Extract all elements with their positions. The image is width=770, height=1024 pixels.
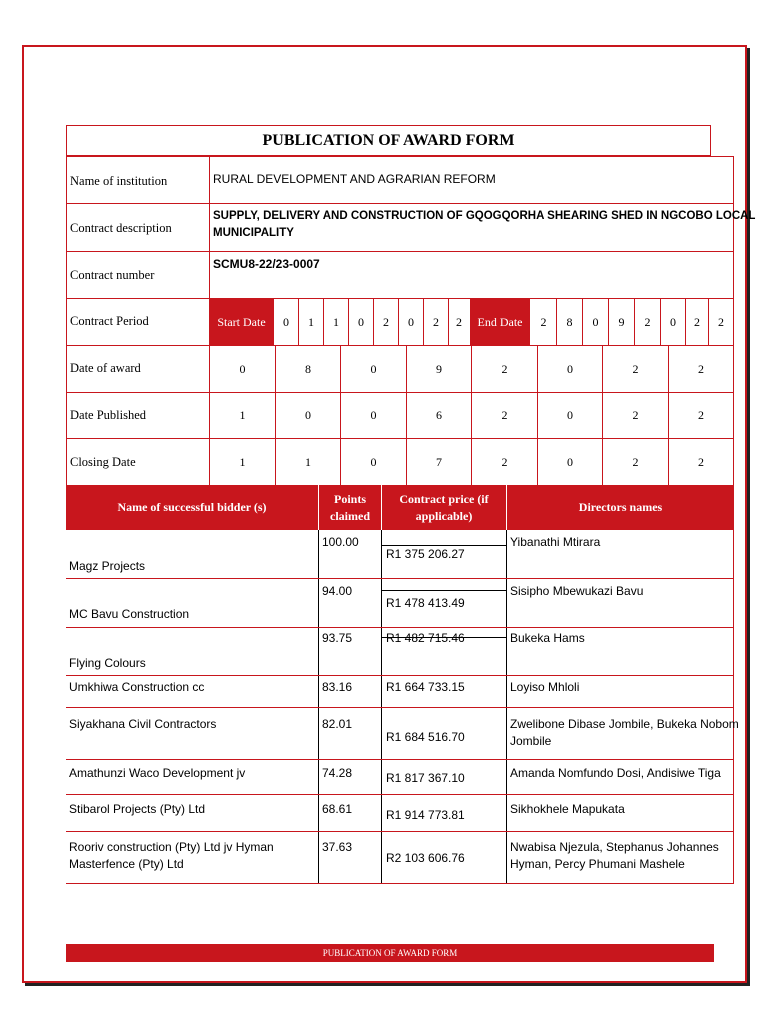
published-digit: 0 [567,408,573,422]
grid-line [66,203,734,204]
bidder-name: MC Bavu Construction [69,607,190,621]
bidder-points: 83.16 [322,680,353,694]
grid-line [634,299,635,345]
published-digit: 0 [305,408,311,422]
grid-line [66,156,734,157]
grid-line [685,299,686,345]
bidder-name: Amathunzi Waco Development jv [69,766,246,780]
grid-line [66,794,734,795]
bidder-points: 100.00 [322,535,359,549]
bidder-name: Stibarol Projects (Pty) Ltd [69,802,206,816]
published-digit: 2 [698,408,704,422]
grid-line [556,299,557,345]
grid-line [381,590,507,591]
closing-digit: 0 [370,454,377,469]
bidder-name: Flying Colours [69,656,146,670]
contract-number-label: Contract number [70,268,155,282]
closing-digit: 2 [501,454,508,469]
closing-digit: 0 [567,454,573,469]
end-date-label: End Date [470,299,530,345]
bidder-name: Umkhiwa Construction cc [69,680,205,694]
published-digit: 2 [632,408,639,422]
bidder-price: R2 103 606.76 [386,851,465,865]
award-digit: 2 [698,361,704,376]
form-title: PUBLICATION OF AWARD FORM [66,125,711,156]
closing-date-label: Closing Date [70,455,136,469]
bidder-price: R1 664 733.15 [386,680,465,694]
grid-line [398,299,399,345]
contract-period-label: Contract Period [70,314,149,328]
closing-digit: 7 [436,454,442,469]
bidder-directors: Loyiso Mhloli [510,680,580,694]
grid-line [323,299,324,345]
page-footer: PUBLICATION OF AWARD FORM [66,944,714,962]
bidder-price: R1 375 206.27 [386,547,465,561]
start-date-label: Start Date [210,299,273,345]
end-digit: 2 [540,314,547,329]
grid-line [66,759,734,760]
end-digit: 0 [670,314,676,329]
bidder-points: 68.61 [322,802,353,816]
grid-line [423,299,424,345]
grid-line [66,707,734,708]
header-directors-text: Directors names [578,500,663,514]
bidder-directors: Amanda Nomfundo Dosi, Andisiwe Tiga [510,766,721,780]
grid-line [708,299,709,345]
bidder-points: 94.00 [322,584,353,598]
end-digit: 8 [566,314,573,329]
grid-line [66,578,734,579]
grid-line [582,299,583,345]
bidder-points: 74.28 [322,766,353,780]
bidder-directors: Yibanathi Mtirara [510,535,601,549]
bidder-directors-line2: Jombile [510,734,552,748]
start-digit: 2 [433,314,439,329]
bidder-price: R1 482 715.46 [386,631,465,645]
published-digit: 6 [436,408,442,422]
bidder-name: Magz Projects [69,559,146,573]
closing-digit: 1 [239,454,246,469]
header-points-line2: claimed [330,508,370,523]
award-digit: 8 [305,361,311,376]
grid-line [66,251,734,252]
bidder-points: 93.75 [322,631,353,645]
header-bidder-name [66,485,318,530]
published-digit: 1 [239,408,246,422]
bidder-directors: Nwabisa Njezula, Stephanus Johannes [510,840,719,854]
grid-line [373,299,374,345]
header-price-line1: Contract price (if [399,491,489,506]
award-digit: 9 [436,361,442,376]
date-published-label: Date Published [70,408,147,422]
end-digit: 2 [694,314,700,329]
bidder-directors: Sikhokhele Mapukata [510,802,625,816]
bidder-name: Rooriv construction (Pty) Ltd jv Hyman [69,840,274,854]
bidder-price: R1 817 367.10 [386,771,465,785]
header-directors [507,485,734,530]
bidder-directors-line2: Hyman, Percy Phumani Mashele [510,857,685,871]
grid-line [66,831,734,832]
start-digit: 1 [333,314,339,329]
bidder-directors: Sisipho Mbewukazi Bavu [510,584,644,598]
description-label: Contract description [70,221,172,235]
end-digit: 9 [618,314,625,329]
grid-line [66,675,734,676]
grid-line [448,299,449,345]
grid-line [733,156,734,486]
header-price [382,485,506,530]
end-digit: 2 [644,314,651,329]
header-points [319,485,381,530]
bidder-points: 82.01 [322,717,353,731]
start-digit: 0 [358,314,364,329]
grid-line [66,627,734,628]
institution-label: Name of institution [70,174,168,188]
bidder-directors: Bukeka Hams [510,631,585,645]
description-value-line2: MUNICIPALITY [213,227,294,239]
header-points-line1: Points [333,491,366,506]
bidder-name-line2: Masterfence (Pty) Ltd [69,857,184,871]
published-digit: 0 [370,408,377,422]
award-digit: 0 [239,361,246,376]
contract-number-value: SCMU8-22/23-0007 [213,257,320,271]
grid-line [660,299,661,345]
end-digit: 0 [592,314,599,329]
award-digit: 0 [370,361,377,376]
bidder-directors: Zwelibone Dibase Jombile, Bukeka Nobom [510,717,739,731]
description-value-line1: SUPPLY, DELIVERY AND CONSTRUCTION OF GQOGQORHA SHEARING SHED IN NGCOBO LOCAL [213,210,756,222]
bidder-points: 37.63 [322,840,353,854]
closing-digit: 1 [305,454,311,469]
end-digit: 2 [718,314,724,329]
bidder-price: R1 914 773.81 [386,808,465,822]
award-digit: 0 [567,361,573,376]
start-digit: 1 [308,314,314,329]
grid-line [298,299,299,345]
award-digit: 2 [501,361,508,376]
header-bidder-name-text: Name of successful bidder (s) [117,500,267,514]
grid-line [273,299,274,345]
start-digit: 2 [456,314,462,329]
award-digit: 2 [632,361,639,376]
closing-digit: 2 [698,454,704,469]
header-price-line2: applicable) [415,508,473,523]
institution-value: RURAL DEVELOPMENT AND AGRARIAN REFORM [213,172,496,186]
grid-line [66,156,67,486]
closing-digit: 2 [632,454,639,469]
start-digit: 2 [383,314,389,329]
grid-line [348,299,349,345]
bidder-price: R1 478 413.49 [386,596,465,610]
published-digit: 2 [501,408,508,422]
start-digit: 0 [283,314,289,329]
date-of-award-label: Date of award [70,361,141,375]
start-digit: 0 [408,314,414,329]
bidder-price: R1 684 516.70 [386,730,465,744]
bidder-name: Siyakhana Civil Contractors [69,717,217,731]
grid-line [608,299,609,345]
grid-line [66,883,734,884]
